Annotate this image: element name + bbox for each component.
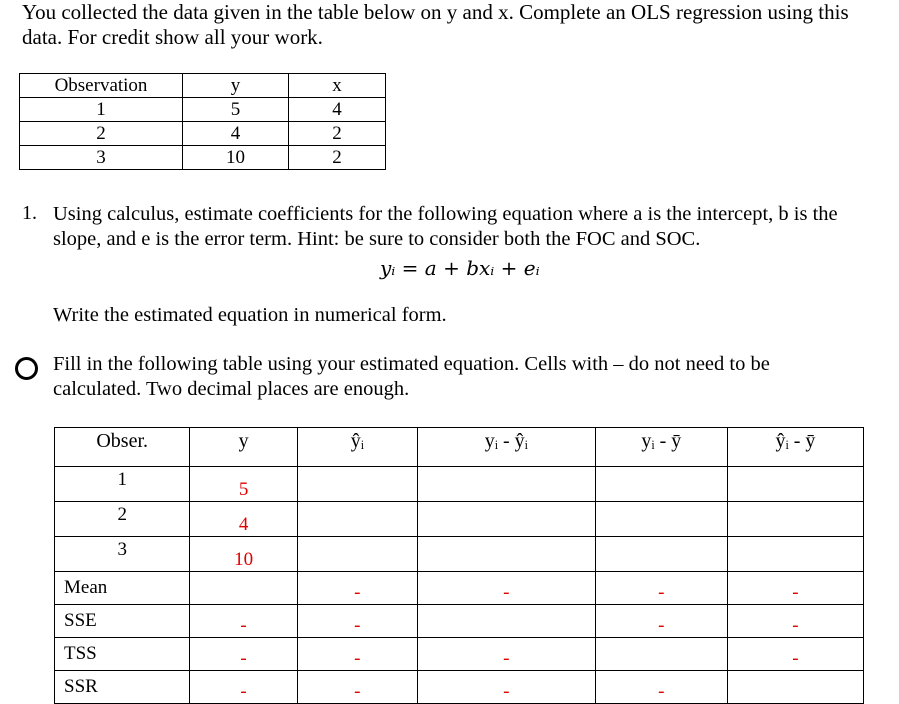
dash-cell (595, 671, 727, 704)
dash: - (658, 582, 665, 603)
table-row (55, 572, 864, 605)
table-row (55, 605, 864, 638)
dash: - (240, 615, 247, 636)
input-cell[interactable] (297, 467, 417, 502)
question-1-number: 1. (22, 202, 37, 224)
header-y: y (190, 428, 297, 467)
obs-label: 3 (55, 537, 190, 572)
input-cell[interactable] (595, 537, 727, 572)
input-cell[interactable] (297, 502, 417, 537)
y-value: 10 (234, 549, 254, 570)
dash-cell (190, 671, 297, 704)
table-row (20, 146, 386, 170)
header-y-minus-mean: yᵢ - ȳ (595, 428, 727, 467)
dash: - (354, 615, 361, 636)
cell: 2 (289, 122, 386, 146)
input-cell[interactable] (297, 537, 417, 572)
y-cell (190, 467, 297, 502)
input-cell[interactable] (727, 467, 863, 502)
header-observation: Observation (20, 74, 183, 98)
dash-cell (190, 605, 297, 638)
dash: - (792, 582, 799, 603)
dash-cell (297, 638, 417, 671)
dash: - (792, 615, 799, 636)
dash-cell (190, 638, 297, 671)
data-table (19, 73, 386, 170)
dash: - (503, 648, 510, 669)
dash-cell (417, 671, 595, 704)
dash-cell (727, 572, 863, 605)
dash: - (240, 648, 247, 669)
table-row (55, 467, 864, 502)
input-cell[interactable] (417, 537, 595, 572)
regression-equation: yᵢ = a + bxᵢ + eᵢ (380, 256, 540, 280)
header-residual: yᵢ - ŷᵢ (417, 428, 595, 467)
dash: - (658, 615, 665, 636)
y-cell (190, 502, 297, 537)
input-cell[interactable] (727, 502, 863, 537)
cell: 10 (183, 146, 289, 170)
dash: - (503, 582, 510, 603)
y-cell (190, 537, 297, 572)
input-cell[interactable] (595, 638, 727, 671)
row-label-mean: Mean (55, 572, 190, 605)
dash: - (503, 681, 510, 702)
input-cell[interactable] (727, 537, 863, 572)
dash-cell (595, 605, 727, 638)
cell: 4 (183, 122, 289, 146)
input-cell[interactable] (417, 605, 595, 638)
cell: 5 (183, 98, 289, 122)
obs-label: 1 (55, 467, 190, 502)
table-row (55, 671, 864, 704)
dash-cell (417, 572, 595, 605)
input-cell[interactable] (595, 502, 727, 537)
y-value: 4 (238, 514, 249, 535)
cell: 1 (20, 98, 183, 122)
header-x: x (289, 74, 386, 98)
cell: 3 (20, 146, 183, 170)
obs-label: 2 (55, 502, 190, 537)
input-cell[interactable] (595, 467, 727, 502)
cell: 4 (289, 98, 386, 122)
dash-cell (595, 572, 727, 605)
dash: - (354, 681, 361, 702)
circle-bullet-icon (15, 357, 38, 380)
table-row (20, 122, 386, 146)
header-y: y (183, 74, 289, 98)
dash-cell (297, 572, 417, 605)
cell: 2 (20, 122, 183, 146)
input-cell[interactable] (417, 502, 595, 537)
question-1-text: Using calculus, estimate coefficients for the following equation where a is the intercept, b is the slope, and e is the error term. Hint: be sure to consider both the FOC and SOC. (53, 203, 838, 250)
question-2-text: Fill in the following table using your estimated equation. Cells with – do not need to be calculated. Two decimal places are enough. (53, 353, 770, 400)
row-label-tss: TSS (55, 638, 190, 671)
write-instruction: Write the estimated equation in numerical form. (53, 304, 447, 326)
dash: - (354, 582, 361, 603)
input-cell[interactable] (190, 572, 297, 605)
table-row (55, 638, 864, 671)
header-yhat-minus-mean: ŷᵢ - ȳ (727, 428, 863, 467)
dash: - (658, 681, 665, 702)
header-y-hat: ŷᵢ (297, 428, 417, 467)
input-cell[interactable] (727, 671, 863, 704)
row-label-ssr: SSR (55, 671, 190, 704)
row-label-sse: SSE (55, 605, 190, 638)
dash: - (240, 681, 247, 702)
table-row (55, 537, 864, 572)
cell: 2 (289, 146, 386, 170)
dash-cell (727, 638, 863, 671)
dash-cell (417, 638, 595, 671)
dash-cell (727, 605, 863, 638)
dash: - (354, 648, 361, 669)
dash: - (792, 648, 799, 669)
table-row (20, 98, 386, 122)
dash-cell (297, 605, 417, 638)
answer-table (54, 427, 864, 704)
table-row (55, 502, 864, 537)
input-cell[interactable] (417, 467, 595, 502)
y-value: 5 (238, 479, 249, 500)
table-header-row (20, 74, 386, 98)
header-obser: Obser. (55, 428, 190, 467)
intro-text: You collected the data given in the table below on y and x. Complete an OLS regression using this data. For credit show all your work. (22, 0, 849, 49)
table-header-row (55, 428, 864, 467)
dash-cell (297, 671, 417, 704)
